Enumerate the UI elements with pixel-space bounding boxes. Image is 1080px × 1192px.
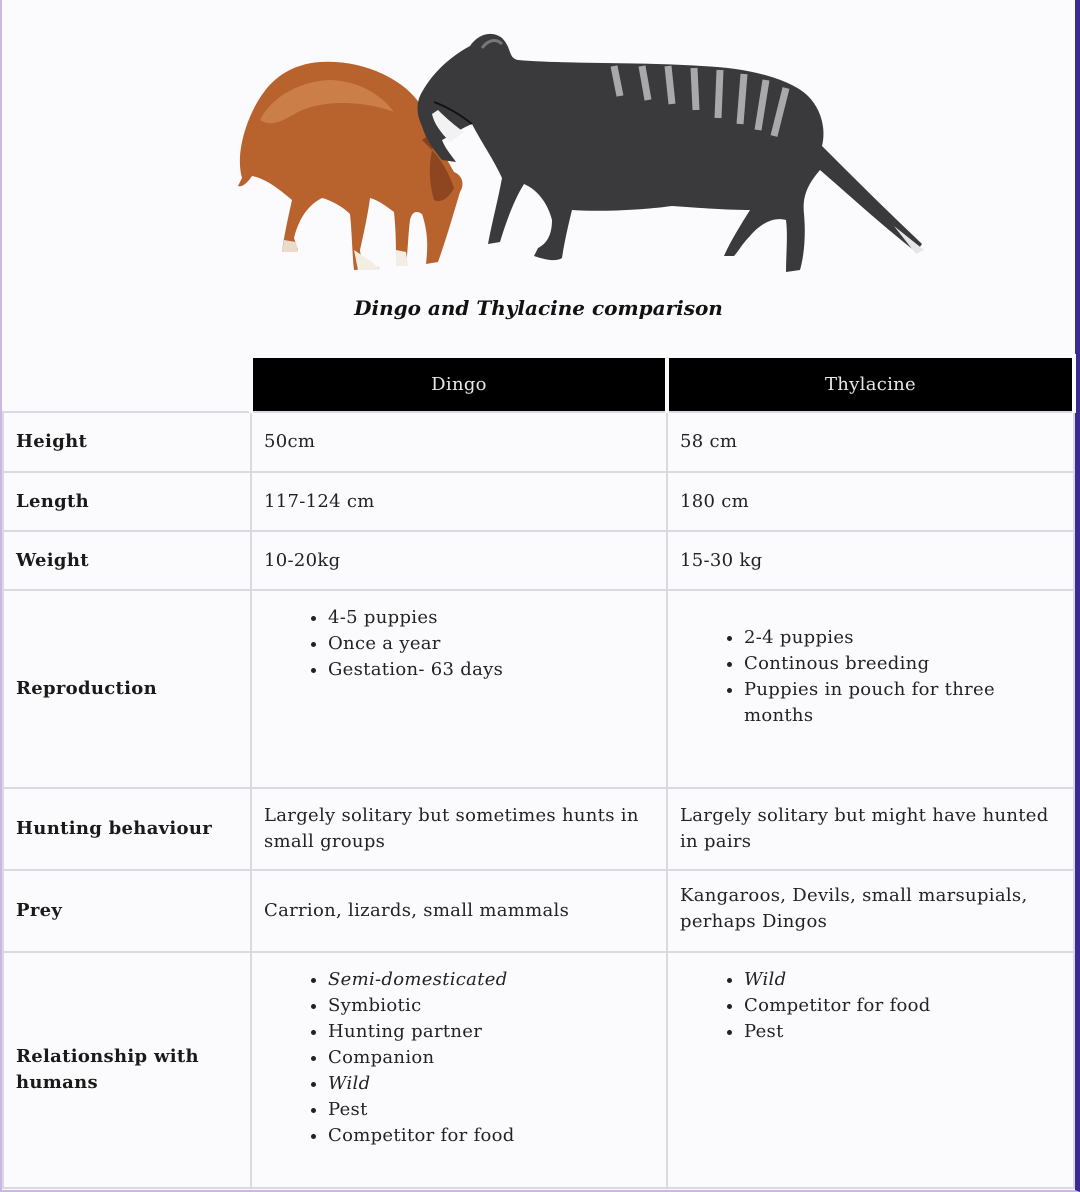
cell-dingo-reproduction [251,590,667,788]
list-item: • Hunting partner [328,1019,654,1045]
cell-thylacine-length: 180 cm [667,472,1074,531]
list-thylacine-reproduction [680,625,1061,729]
list-dingo-reproduction [264,605,654,683]
row-label-hunting: Hunting behaviour [3,788,251,870]
cell-thylacine-reproduction [667,590,1074,788]
list-item: • Symbiotic [328,993,654,1019]
list-item: • Wild [328,1071,654,1097]
cell-dingo-hunting: Largely solitary but sometimes hunts in small groups [251,788,667,870]
list-item: • Continous breeding [744,651,1061,677]
list-item: • Companion [328,1045,654,1071]
list-item: • Once a year [328,631,654,657]
figure-caption: Dingo and Thylacine comparison [354,296,723,320]
list-item: • Competitor for food [328,1123,654,1149]
cell-dingo-height: 50cm [251,412,667,472]
table-header-row [3,356,1074,412]
row-label-weight: Weight [3,531,251,590]
cell-dingo-relationship [251,952,667,1188]
list-item: • Competitor for food [744,993,1061,1019]
table-row-prey [3,870,1074,952]
comparison-figure [2,0,1075,350]
cell-dingo-prey: Carrion, lizards, small mammals [251,870,667,952]
cell-dingo-length: 117-124 cm [251,472,667,531]
table-row-reproduction [3,590,1074,788]
list-item: • Pest [328,1097,654,1123]
table-row-relationship [3,952,1074,1188]
table-row-hunting [3,788,1074,870]
table-row-height [3,412,1074,472]
cell-thylacine-relationship [667,952,1074,1188]
list-item: • 4-5 puppies [328,605,654,631]
row-label-length: Length [3,472,251,531]
row-label-relationship: Relationship with humans [3,952,251,1188]
cell-thylacine-hunting: Largely solitary but might have hunted in pairs [667,788,1074,870]
thylacine-illustration [418,34,925,272]
list-item: • Wild [744,967,1061,993]
list-dingo-relationship [264,967,654,1149]
comparison-table [2,354,1076,1189]
list-item: • 2-4 puppies [744,625,1061,651]
cell-dingo-weight: 10-20kg [251,531,667,590]
row-label-prey: Prey [3,870,251,952]
cell-thylacine-weight: 15-30 kg [667,531,1074,590]
list-item: • Puppies in pouch for three months [744,677,1061,729]
table-row-weight [3,531,1074,590]
cell-thylacine-height: 58 cm [667,412,1074,472]
list-thylacine-relationship [680,967,1061,1045]
cell-thylacine-prey: Kangaroos, Devils, small marsupials, perhaps Dingos [667,870,1074,952]
row-label-height: Height [3,412,251,472]
list-item: • Pest [744,1019,1061,1045]
table-row-length [3,472,1074,531]
list-item: • Gestation- 63 days [328,657,654,683]
dingo-thylacine-illustration [2,0,1075,300]
header-thylacine: Thylacine [667,356,1074,412]
header-dingo: Dingo [251,356,667,412]
list-item: • Semi-domesticated [328,967,654,993]
row-label-reproduction: Reproduction [3,590,251,788]
header-blank-cell [3,356,251,412]
